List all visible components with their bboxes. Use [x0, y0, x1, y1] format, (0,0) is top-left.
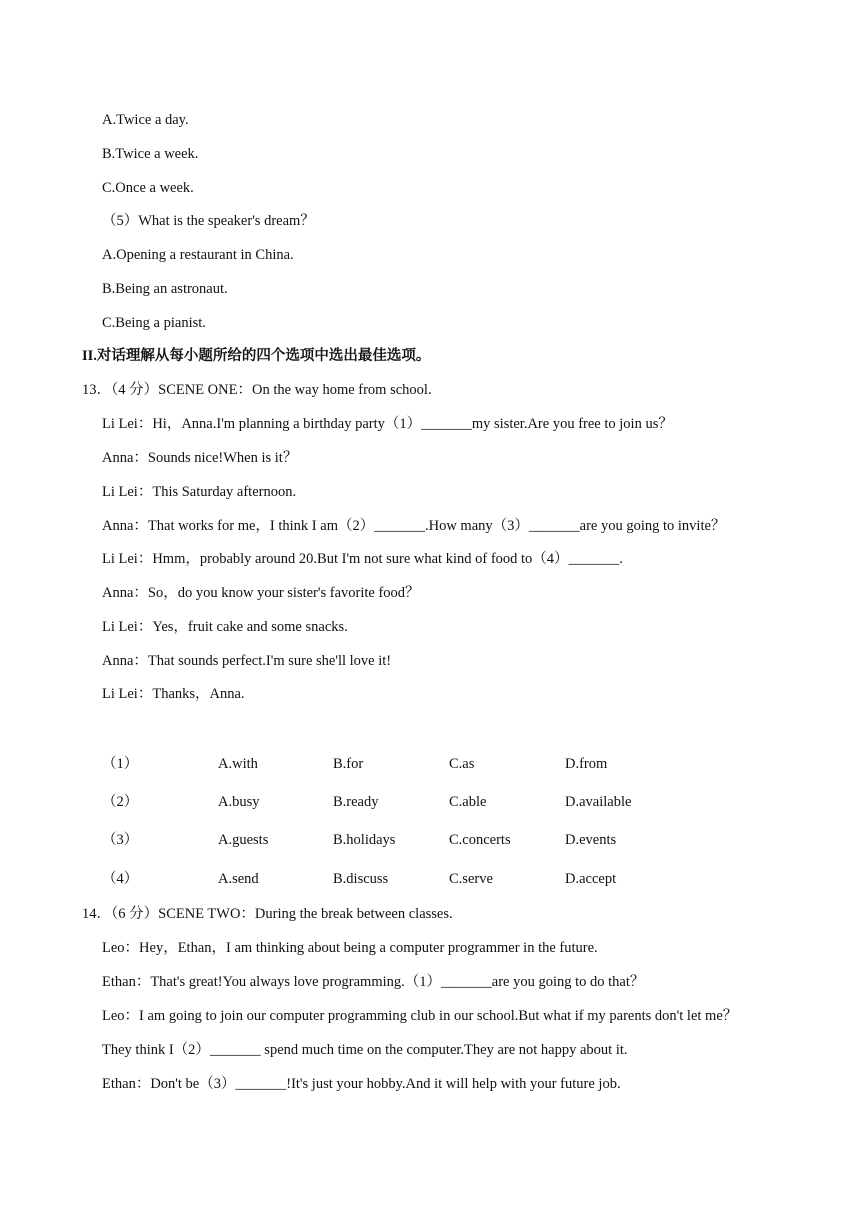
option-cell: C.able	[449, 794, 487, 810]
option-cell: C.concerts	[449, 832, 511, 848]
question-5-option-c: C.Being a pianist.	[102, 315, 206, 331]
option-number: （1）	[102, 756, 139, 772]
option-cell: A.with	[218, 756, 258, 772]
option-cell: D.available	[565, 794, 632, 810]
option-cell: D.accept	[565, 871, 617, 887]
question-5-stem: （5）What is the speaker's dream？	[102, 213, 315, 229]
dialogue-line: Anna：That works for me，I think I am（2）_______.How many（3）_______are you going to invite？	[102, 518, 726, 534]
option-cell: C.serve	[449, 871, 493, 887]
dialogue-line: Ethan：That's great!You always love programming.（1）_______are you going to do that？	[102, 974, 645, 990]
section-heading: II.对话理解从每小题所给的四个选项中选出最佳选项。	[82, 348, 431, 364]
dialogue-line: Ethan：Don't be（3）_______!It's just your hobby.And it will help with your future job.	[102, 1076, 621, 1092]
option-b: B.Twice a week.	[102, 146, 199, 162]
option-number: （2）	[102, 794, 139, 810]
option-cell: A.busy	[218, 794, 260, 810]
question-5-option-a: A.Opening a restaurant in China.	[102, 247, 294, 263]
dialogue-line: Anna：That sounds perfect.I'm sure she'll love it!	[102, 653, 392, 669]
dialogue-line: Anna：So，do you know your sister's favorite food？	[102, 585, 420, 601]
dialogue-line: Li Lei：Yes，fruit cake and some snacks.	[102, 619, 348, 635]
dialogue-line: They think I（2）_______ spend much time on the computer.They are not happy about it.	[102, 1042, 628, 1058]
option-cell: C.as	[449, 756, 475, 772]
option-number: （3）	[102, 832, 139, 848]
option-cell: B.ready	[333, 794, 379, 810]
option-cell: B.for	[333, 756, 364, 772]
question-13-title: 13．（4 分）SCENE ONE：On the way home from school.	[82, 382, 432, 398]
dialogue-line: Anna：Sounds nice!When is it？	[102, 450, 298, 466]
option-cell: B.holidays	[333, 832, 396, 848]
option-cell: A.guests	[218, 832, 269, 848]
question-14-title: 14．（6 分）SCENE TWO：During the break between classes.	[82, 906, 453, 922]
option-c: C.Once a week.	[102, 180, 194, 196]
dialogue-line: Li Lei：Thanks，Anna.	[102, 686, 245, 702]
dialogue-line: Li Lei：Hi，Anna.I'm planning a birthday party（1）_______my sister.Are you free to join us？	[102, 416, 673, 432]
dialogue-line: Li Lei：This Saturday afternoon.	[102, 484, 297, 500]
option-number: （4）	[102, 871, 139, 887]
option-cell: A.send	[218, 871, 259, 887]
dialogue-line: Leo：I am going to join our computer programming club in our school.But what if my parents don't let me？	[102, 1008, 738, 1024]
option-cell: D.events	[565, 832, 617, 848]
question-5-option-b: B.Being an astronaut.	[102, 281, 228, 297]
option-cell: B.discuss	[333, 871, 389, 887]
dialogue-line: Leo：Hey，Ethan，I am thinking about being a computer programmer in the future.	[102, 940, 598, 956]
option-cell: D.from	[565, 756, 608, 772]
option-a: A.Twice a day.	[102, 112, 189, 128]
dialogue-line: Li Lei：Hmm，probably around 20.But I'm not sure what kind of food to（4）_______.	[102, 551, 623, 567]
